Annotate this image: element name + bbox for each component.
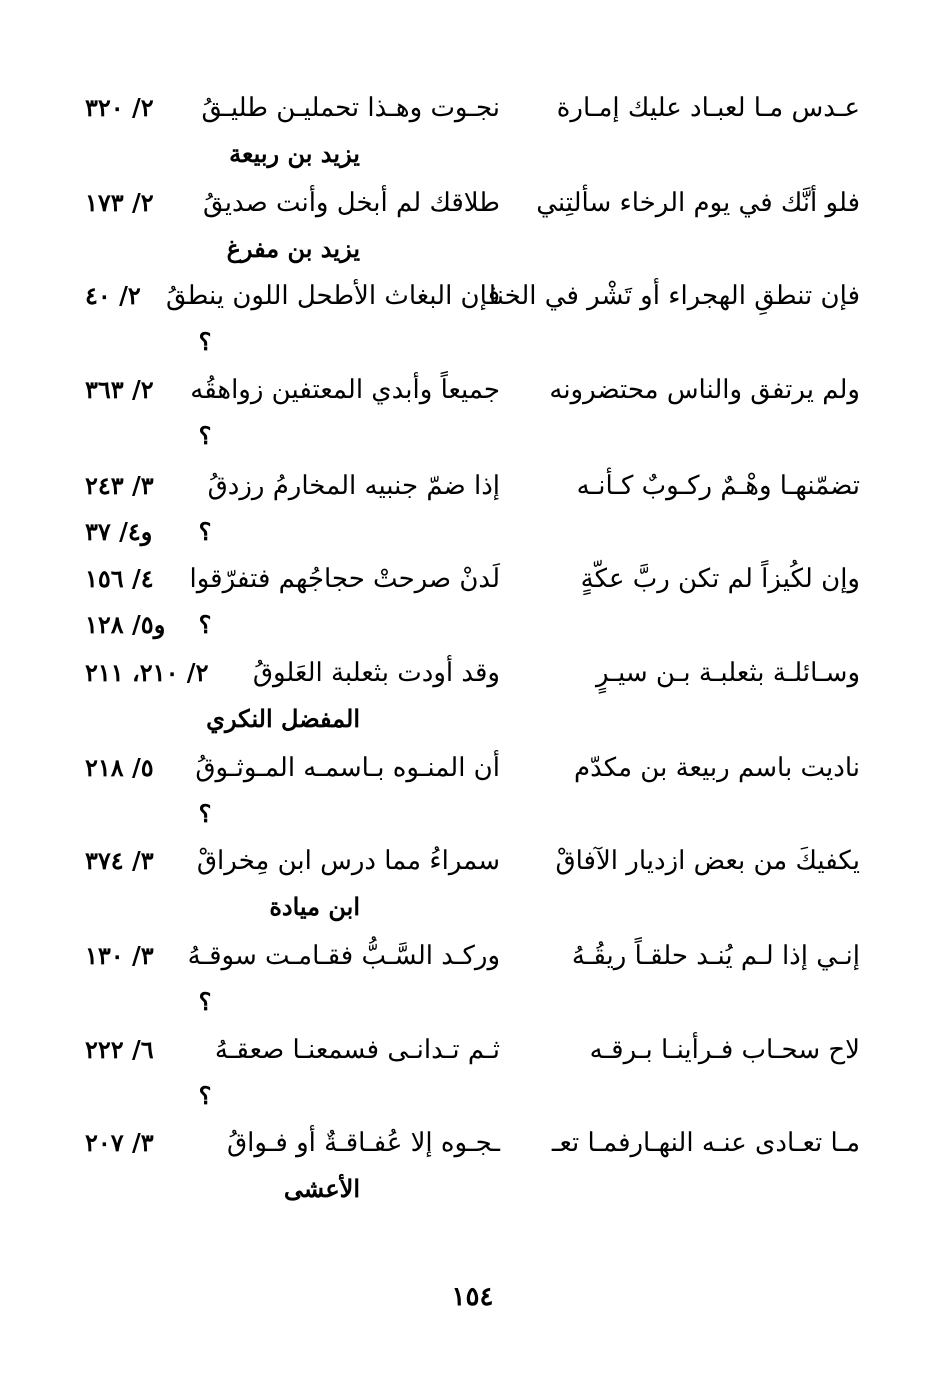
hemistich-first: يكفيكَ من بعض ازديار الآفاقْ [555, 846, 860, 876]
additional-reference: و٤/ ٣٧ [85, 517, 153, 546]
volume-page-reference: ٣/ ٢٤٣ [85, 471, 154, 500]
hemistich-first: عـدس مـا لعبـاد عليك إمـارة [556, 93, 860, 123]
verse-entry [0, 650, 945, 742]
verse-entry [0, 367, 945, 459]
poet-name: ابن ميادة [269, 892, 360, 921]
volume-page-reference: ٣/ ٣٧٤ [85, 846, 154, 875]
hemistich-second: طلاقك لم أبخل وأنت صديقُ [203, 188, 500, 218]
verse-entry [0, 1120, 945, 1212]
hemistich-first: وإن لكُيزاً لم تكن ربَّ عكّةٍ [580, 564, 860, 594]
verse-entry [0, 85, 945, 177]
unknown-poet-mark: ؟ [198, 987, 212, 1016]
hemistich-second: وركـد السَّـبُّ فقـامـت سوقـهُ [187, 941, 500, 971]
hemistich-second: ـجـوه إلا عُفـاقـةٌ أو فـواقُ [226, 1128, 500, 1158]
hemistich-first: إنـي إذا لـم يُنـد حلقـاً ريقُـهُ [571, 941, 860, 971]
hemistich-second: أن المنـوه بـاسمـه المـوثـوقُ [195, 753, 500, 783]
poet-name: يزيد بن ربيعة [229, 139, 360, 168]
unknown-poet-mark: ؟ [198, 327, 212, 356]
hemistich-first: ولم يرتفق والناس محتضرونه [549, 375, 860, 405]
unknown-poet-mark: ؟ [198, 610, 212, 639]
unknown-poet-mark: ؟ [198, 517, 212, 546]
hemistich-second: نجـوت وهـذا تحمليـن طليـقُ [201, 93, 500, 123]
verse-entry [0, 556, 945, 648]
hemistich-first: مـا تعـادى عنـه النهـارفمـا تعـ [551, 1128, 860, 1158]
volume-page-reference: ٢/ ٢١٠، ٢١١ [85, 658, 209, 687]
poet-name: الأعشى [283, 1174, 360, 1203]
volume-page-reference: ٢/ ٣٢٠ [85, 93, 154, 122]
unknown-poet-mark: ؟ [198, 1081, 212, 1110]
volume-page-reference: ٦/ ٢٢٢ [85, 1035, 154, 1064]
poet-name: يزيد بن مفرغ [226, 234, 360, 263]
verse-entry [0, 1027, 945, 1119]
volume-page-reference: ٢/ ١٧٣ [85, 188, 154, 217]
volume-page-reference: ٤/ ١٥٦ [85, 564, 154, 593]
verse-entry [0, 273, 945, 365]
unknown-poet-mark: ؟ [198, 421, 212, 450]
hemistich-second: وقد أودت بثعلبة العَلوقُ [252, 658, 500, 688]
unknown-poet-mark: ؟ [198, 799, 212, 828]
verse-entry [0, 838, 945, 930]
verse-entry [0, 745, 945, 837]
hemistich-second: فإن البغاث الأطحل اللون ينطقُ [165, 281, 500, 311]
hemistich-second: سمراءُ مما درس ابن مِخراقْ [196, 846, 500, 876]
hemistich-second: ثـم تـدانـى فسمعنـا صعقـهُ [214, 1035, 500, 1065]
volume-page-reference: ٢/ ٤٠ [85, 281, 141, 310]
verse-entry [0, 933, 945, 1025]
hemistich-first: وسـائلـة بثعلبـة بـن سيـرٍ [596, 658, 860, 688]
volume-page-reference: ٢/ ٣٦٣ [85, 375, 154, 404]
hemistich-first: فإن تنطقِ الهجراء أو تَشْر في الخنا [488, 281, 860, 311]
hemistich-first: فلو أنَّك في يوم الرخاء سألتِني [536, 188, 860, 218]
hemistich-second: إذا ضمّ جنبيه المخارمُ رزدقُ [207, 471, 500, 501]
hemistich-second: لَدنْ صرحتْ حجاجُهم فتفرّقوا [189, 564, 500, 594]
hemistich-first: تضمّنهـا وهْـمٌ ركـوبٌ كـأنـه [576, 471, 860, 501]
verse-entry [0, 180, 945, 272]
hemistich-second: جميعاً وأبدي المعتفين زواهقُه [190, 375, 500, 405]
volume-page-reference: ٣/ ١٣٠ [85, 941, 154, 970]
hemistich-first: لاح سحـاب فـرأينـا بـرقـه [589, 1035, 860, 1065]
volume-page-reference: ٥/ ٢١٨ [85, 753, 154, 782]
additional-reference: و٥/ ١٢٨ [85, 610, 166, 639]
verse-entry [0, 463, 945, 555]
page-number: ١٥٤ [451, 1282, 494, 1312]
hemistich-first: ناديت باسم ربيعة بن مكدّم [574, 753, 860, 783]
volume-page-reference: ٣/ ٢٠٧ [85, 1128, 154, 1157]
poet-name: المفضل النكري [206, 704, 360, 733]
